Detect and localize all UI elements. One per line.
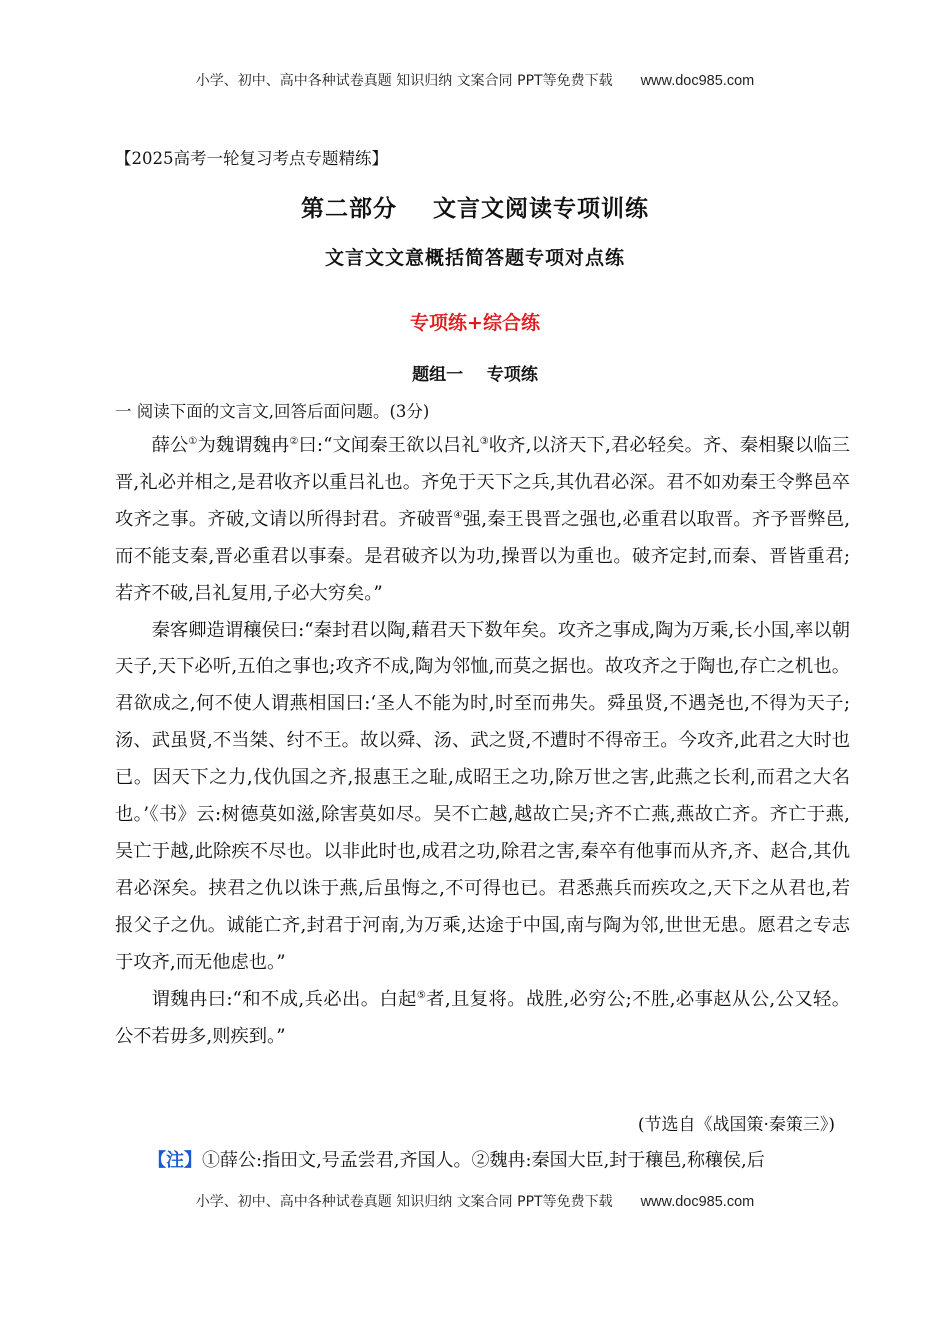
series-tag: 【2025高考一轮复习考点专题精练】 <box>115 149 388 168</box>
passage-text: 曰:“文闻秦王欲以吕礼 <box>298 435 480 456</box>
passage-paragraph-2: 秦客卿造谓穰侯曰:“秦封君以陶,藉君天下数年矣。攻齐之事成,陶为万乘,长小国,率以朝天子,天下必听,五伯之事也;攻齐不成,陶为邻恤,而莫之据也。故攻齐之于陶也,存亡之机也。君欲成之,何不使人谓燕相国曰:‘圣人不能为时,时至而弗失。舜虽贤,不遇尧也,不得为天子;汤、武虽贤,不当桀、纣不王。故以舜、汤、武之贤,不遭时不得帝王。今攻齐,此君之大时也已。因天下之力,伐仇国之齐,报惠王之耻,成昭王之功,除万世之害,此燕之长利,而君之大名也。’《书》云:树德莫如滋,除害莫如尽。吴不亡越,越故亡吴;齐不亡燕,燕故亡齐。齐亡于燕,吴亡于越,此除疾不尽也。以非此时也,成君之功,除君之害,秦卒有他事而从齐,齐、赵合,其仇君必深矣。挟君之仇以诛于燕,后虽悔之,不可得也已。君悉燕兵而疾攻之,天下之从君也,若报父子之仇。诚能亡齐,封君于河南,为万乘,达途于中国,南与陶为邻,世世无患。愿君之专志于攻齐,而无他虑也。” <box>115 619 850 973</box>
passage-text: 谓魏冉曰:“和不成,兵必出。白起 <box>151 988 417 1010</box>
page-header <box>0 70 950 90</box>
footer-text: 小学、初中、高中各种试卷真题 知识归纳 文案合同 PPT等免费下载 <box>195 1194 613 1210</box>
footnote-marker: ① <box>188 435 198 447</box>
page-title: 第二部分 文言文阅读专项训练 <box>300 196 650 222</box>
header-site-link[interactable]: www.doc985.com <box>640 73 755 89</box>
footnote-marker: ④ <box>453 509 463 521</box>
passage-paragraph-3 <box>115 982 850 1056</box>
annotation-note <box>148 1146 765 1172</box>
page-footer <box>0 1191 950 1211</box>
note-text: ①薛公:指田文,号孟尝君,齐国人。②魏冉:秦国大臣,封于穰邑,称穰侯,后 <box>202 1150 765 1171</box>
passage-text: 者,且复将。战胜,必穷公;不胜,必事赵从公,公又轻。公不若毋多,则疾到。” <box>115 988 850 1047</box>
passage <box>115 428 850 1055</box>
footnote-marker: ② <box>289 435 299 447</box>
header-text: 小学、初中、高中各种试卷真题 知识归纳 文案合同 PPT等免费下载 <box>195 73 613 89</box>
passage-text: 薛公 <box>151 435 189 456</box>
footer-site-link[interactable]: www.doc985.com <box>640 1194 755 1210</box>
passage-paragraph-1 <box>115 428 850 613</box>
page-subtitle: 文言文文意概括简答题专项对点练 <box>324 247 625 269</box>
passage-text: 强,秦王畏晋之强也,必重君以取晋。齐予晋弊邑,而不能支秦,晋必重君以事秦。是君破齐以为功,操晋以为重也。破齐定封,而秦、晋皆重君;若齐不破,吕礼复用,子必大穷矣。” <box>115 508 851 604</box>
group-heading: 题组一 专项练 <box>412 365 538 385</box>
section-heading: 专项练+综合练 <box>410 312 540 334</box>
source-citation: (节选自《战国策·秦策三》) <box>637 1115 835 1135</box>
passage-text: 为魏谓魏冉 <box>197 435 290 456</box>
passage-text: 收齐,以济天下,君必轻矣。齐、秦相聚以临三晋,礼必并相之,是君收齐以重吕礼也。齐免于天下之兵,其仇君必深。君不如劝秦王令弊邑卒攻齐之事。齐破,文请以所得封君。齐破晋 <box>115 435 851 530</box>
note-label: 【注】 <box>148 1150 202 1171</box>
footnote-marker: ⑤ <box>416 989 427 1001</box>
footnote-marker: ③ <box>479 435 489 447</box>
question-prompt: 一 阅读下面的文言文,回答后面问题。(3分) <box>115 402 430 421</box>
